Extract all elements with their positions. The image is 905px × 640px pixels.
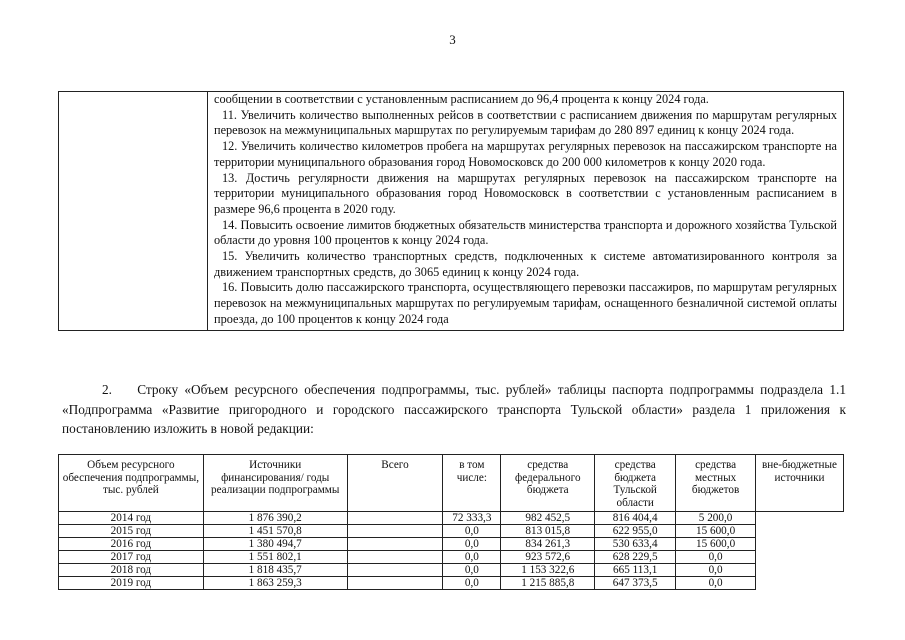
- target-item: 16. Повысить долю пассажирского транспорта, осуществляющего перевозки пассажиров, по маршрутам регулярных перевозок на межмуниципальных маршрутах по регулируемым тарифам, оснащенного безналичной системой оплаты проезда, до 100 процентов к концу 2024 года: [214, 280, 837, 326]
- empty-cell: [347, 577, 443, 590]
- year-cell: 2014 год: [59, 512, 204, 525]
- regional-cell: 982 452,5: [501, 512, 595, 525]
- targets-table: [58, 91, 844, 331]
- local-cell: 628 229,5: [595, 551, 676, 564]
- year-cell: 2016 год: [59, 538, 204, 551]
- header-cell: средства федерального бюджета: [501, 455, 595, 512]
- federal-cell: 0,0: [443, 551, 501, 564]
- local-cell: 647 373,5: [595, 577, 676, 590]
- table-row: [59, 525, 844, 538]
- target-item: сообщении в соответствии с установленным расписанием до 96,4 процента к концу 2024 года.: [214, 92, 709, 106]
- header-cell: средства местных бюджетов: [676, 455, 756, 512]
- page-number: 3: [449, 32, 456, 47]
- federal-cell: 0,0: [443, 525, 501, 538]
- table-row: [59, 577, 844, 590]
- year-cell: 2018 год: [59, 564, 204, 577]
- federal-cell: 0,0: [443, 538, 501, 551]
- target-item: 12. Увеличить количество километров пробега на маршрутах регулярных перевозок на пассажирском транспорте на территории муниципального образования город Новомосковск до 200 000 километров к концу 2020 года.: [214, 139, 837, 169]
- total-cell: 1 876 390,2: [203, 512, 347, 525]
- empty-cell: [347, 538, 443, 551]
- local-cell: 665 113,1: [595, 564, 676, 577]
- extra-budget-cell: 15 600,0: [676, 525, 756, 538]
- extra-budget-cell: 5 200,0: [676, 512, 756, 525]
- table-row: [59, 538, 844, 551]
- empty-cell: [347, 525, 443, 538]
- total-cell: 1 451 570,8: [203, 525, 347, 538]
- extra-budget-cell: 0,0: [676, 551, 756, 564]
- total-cell: 1 818 435,7: [203, 564, 347, 577]
- year-cell: 2017 год: [59, 551, 204, 564]
- header-cell: в том числе:: [443, 455, 501, 512]
- federal-cell: 0,0: [443, 577, 501, 590]
- header-cell: Всего: [347, 455, 443, 512]
- local-cell: 530 633,4: [595, 538, 676, 551]
- federal-cell: 0,0: [443, 564, 501, 577]
- total-cell: 1 863 259,3: [203, 577, 347, 590]
- year-cell: 2019 год: [59, 577, 204, 590]
- target-item: 13. Достичь регулярности движения на маршрутах регулярных перевозок на пассажирском транспорте на территории муниципального образования город Новомосковск в соответствии с установленным расписанием в размере 96,6 процента в 2020 году.: [214, 170, 837, 216]
- local-cell: 816 404,4: [595, 512, 676, 525]
- target-item: 11. Увеличить количество выполненных рейсов в соответствии с расписанием движения по маршрутам регулярных перевозок на межмуниципальных маршрутах по регулируемым тарифам до 280 897 единиц к концу 2024 года.: [214, 107, 837, 138]
- regional-cell: 1 215 885,8: [501, 577, 595, 590]
- table-row: [59, 564, 844, 577]
- total-cell: 1 551 802,1: [203, 551, 347, 564]
- extra-budget-cell: 0,0: [676, 577, 756, 590]
- targets-list-cell: [208, 92, 844, 331]
- target-item: 15. Увеличить количество транспортных средств, подключенных к системе автоматизированного контроля за движением транспортных средств, до 3065 единиц к концу 2024 года.: [214, 249, 837, 279]
- regional-cell: 834 261,3: [501, 538, 595, 551]
- row-label-cell: Объем ресурсного обеспечения подпрограммы, тыс. рублей: [59, 455, 204, 512]
- header-cell: вне-бюджетные источники: [756, 455, 844, 512]
- empty-cell: [347, 564, 443, 577]
- regional-cell: 923 572,6: [501, 551, 595, 564]
- extra-budget-cell: 15 600,0: [676, 538, 756, 551]
- regional-cell: 813 015,8: [501, 525, 595, 538]
- target-item: 14. Повысить освоение лимитов бюджетных обязательств министерства транспорта и дорожного хозяйства Тульской области до уровня 100 процентов к концу 2024 года.: [214, 217, 837, 248]
- amendment-paragraph: [62, 380, 846, 439]
- paragraph-number: 2.: [102, 382, 112, 397]
- regional-cell: 1 153 322,6: [501, 564, 595, 577]
- total-cell: 1 380 494,7: [203, 538, 347, 551]
- table-row: [59, 512, 844, 525]
- empty-cell: [347, 512, 443, 525]
- extra-budget-cell: 0,0: [676, 564, 756, 577]
- federal-cell: 72 333,3: [443, 512, 501, 525]
- year-cell: 2015 год: [59, 525, 204, 538]
- targets-label-cell: [59, 92, 208, 331]
- header-cell: средства бюджета Тульской области: [595, 455, 676, 512]
- header-cell: Источники финансирования/ годы реализации подпрограммы: [203, 455, 347, 512]
- empty-cell: [347, 551, 443, 564]
- table-row: [59, 551, 844, 564]
- resource-table: [58, 454, 844, 590]
- local-cell: 622 955,0: [595, 525, 676, 538]
- paragraph-text: Строку «Объем ресурсного обеспечения подпрограммы, тыс. рублей» таблицы паспорта подпрограммы подраздела 1.1 «Подпрограмма «Развитие пригородного и городского пассажирского транспорта Тульской области» раздела 1 приложения к постановлению изложить в новой редакции:: [62, 382, 846, 436]
